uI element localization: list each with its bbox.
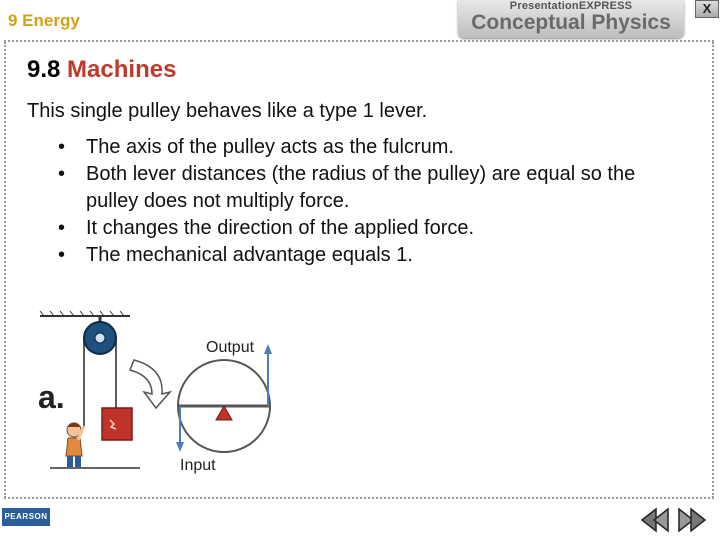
ceiling-bracket xyxy=(40,311,130,330)
next-arrow-icon xyxy=(679,509,705,531)
next-slide-button[interactable] xyxy=(677,507,707,533)
brand-title: Conceptual Physics xyxy=(471,11,671,34)
intro-text: This single pulley behaves like a type 1 lever. xyxy=(27,100,428,122)
bullet-item: • The mechanical advantage equals 1. xyxy=(58,242,708,269)
panel-label: a. xyxy=(38,379,65,415)
previous-slide-button[interactable] xyxy=(640,507,670,533)
pulley-wheel xyxy=(84,322,116,354)
chapter-label: 9 Energy xyxy=(8,11,80,30)
lever-diagram xyxy=(176,344,272,452)
title-word: Machines xyxy=(67,56,177,83)
bullet-item: • Both lever distances (the radius of the pulley) are equal so the pulley does not multiply force. xyxy=(58,161,686,215)
close-button[interactable]: X xyxy=(695,0,719,18)
load-box xyxy=(102,408,132,440)
bullet-item: • It changes the direction of the applied force. xyxy=(58,215,708,242)
slide-title xyxy=(27,56,176,84)
input-label: Input xyxy=(180,457,216,474)
output-label: Output xyxy=(206,339,255,356)
frame-top-border xyxy=(4,40,714,42)
title-number: 9.8 xyxy=(27,56,61,83)
curved-arrow-icon xyxy=(130,360,170,408)
top-bar xyxy=(0,0,720,42)
pulley-figure xyxy=(30,308,290,484)
bullet-item: • The axis of the pulley acts as the fulcrum. xyxy=(58,134,708,161)
person-pulling xyxy=(66,423,84,468)
previous-arrow-icon xyxy=(642,509,668,531)
brand-banner xyxy=(458,0,684,38)
frame-bottom-border xyxy=(4,497,714,499)
publisher-logo: PEARSON xyxy=(2,508,50,526)
brand-small-text: PresentationEXPRESS xyxy=(509,0,633,12)
bullet-list xyxy=(58,134,708,269)
frame-left-border xyxy=(4,42,6,498)
frame-right-border xyxy=(712,42,714,498)
